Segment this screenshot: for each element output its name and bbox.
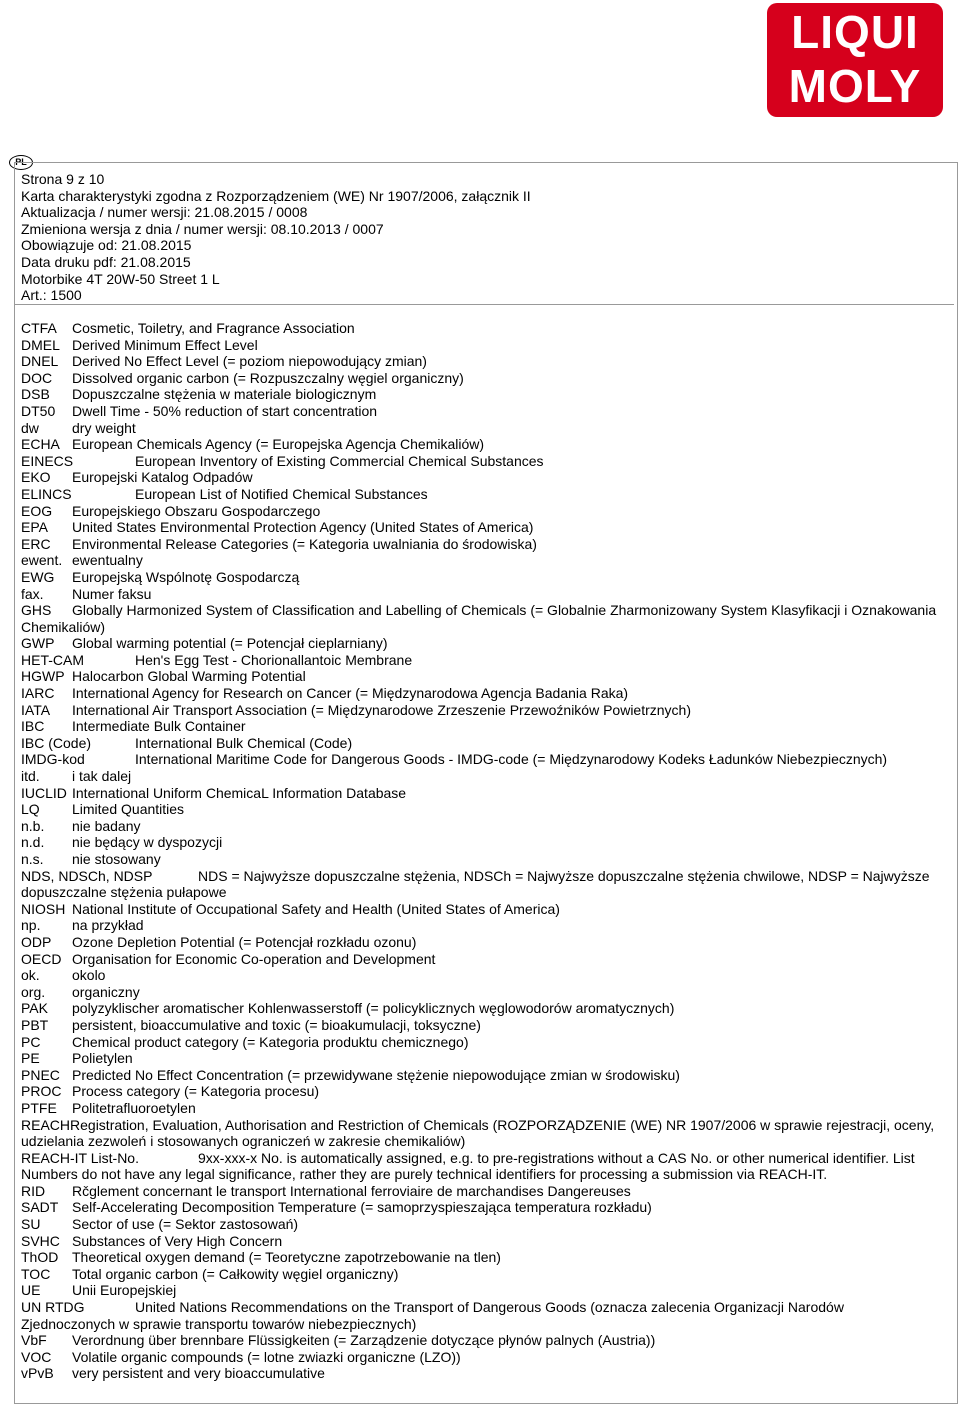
language-badge: PL (9, 155, 33, 170)
abbreviation-term: VbF (21, 1332, 47, 1349)
abbreviation-term: vPvB (21, 1365, 54, 1382)
abbreviation-definition: European List of Notified Chemical Substances (135, 485, 428, 502)
abbreviation-row (21, 834, 939, 851)
abbreviation-definition: Verordnung über brennbare Flüssigkeiten (= Zarządzenie dotyczące płynów palnych (Austria)) (72, 1332, 656, 1349)
abbreviation-definition: 9xx-xxx-x No. is automatically assigned, e.g. to pre-registrations without a CAS No. or other numerical identifier. List Numbers do not have any legal significance, rather they are purely technical identifiers for processing a submission via REACH-IT. (21, 1149, 915, 1183)
abbreviation-term: n.b. (21, 817, 45, 834)
abbreviation-definition: International Air Transport Association (= Międzynarodowe Zrzeszenie Przewoźników Powietrznych) (72, 701, 692, 718)
abbreviation-term: fax. (21, 585, 44, 602)
abbreviation-term: LQ (21, 801, 40, 818)
abbreviation-row (21, 1067, 939, 1084)
abbreviation-definition: polyzyklischer aromatischer Kohlenwasserstoff (= policyklicznych węglowodorów aromatycznych) (72, 1000, 675, 1017)
abbreviation-term: DMEL (21, 336, 60, 353)
abbreviation-term: IMDG-kod (21, 751, 85, 768)
abbreviation-term: SVHC (21, 1232, 60, 1249)
abbreviation-term: REACH-IT List-No. (21, 1149, 139, 1166)
abbreviation-term: IATA (21, 701, 51, 718)
abbreviation-term: UE (21, 1282, 41, 1299)
abbreviation-definition: Dissolved organic carbon (= Rozpuszczalny węgiel organiczny) (72, 369, 464, 386)
abbreviation-row (21, 403, 939, 420)
abbreviation-definition: International Bulk Chemical (Code) (135, 734, 353, 751)
abbreviation-term: EINECS (21, 452, 74, 469)
abbreviation-term: IARC (21, 685, 55, 702)
abbreviation-definition: Substances of Very High Concern (72, 1232, 283, 1249)
abbreviation-row (21, 818, 939, 835)
abbreviation-row (21, 768, 939, 785)
abbreviation-term: ThOD (21, 1249, 59, 1266)
abbreviation-term: ECHA (21, 436, 60, 453)
abbreviation-term: EPA (21, 519, 48, 536)
abbreviation-definition: Europejskiego Obszaru Gospodarczego (72, 502, 321, 519)
abbreviation-row (21, 386, 939, 403)
abbreviation-definition: Self-Accelerating Decomposition Temperature (= samoprzyspieszająca temperatura rozkładu) (72, 1199, 652, 1216)
abbreviation-definition: Ozone Depletion Potential (= Potencjał rozkładu ozonu) (72, 933, 417, 950)
abbreviation-definition: International Uniform ChemicaL Information Database (72, 784, 407, 801)
abbreviation-definition: National Institute of Occupational Safety and Health (United States of America) (72, 900, 560, 917)
abbreviation-row (21, 1017, 939, 1034)
abbreviation-term: DT50 (21, 402, 56, 419)
abbreviation-definition: Chemical product category (= Kategoria produktu chemicznego) (72, 1033, 469, 1050)
abbreviation-term: DSB (21, 386, 50, 403)
header-line: Strona 9 z 10 (21, 171, 105, 187)
abbreviation-definition: NDS = Najwyższe dopuszczalne stężenia, NDSCh = Najwyższe dopuszczalne stężenia chwilowe, NDSP = Najwyższe dopuszczalne stężenia pułapowe (21, 867, 930, 901)
abbreviation-definition: Rčglement concernant le transport International ferroviaire de marchandises Dangereuses (72, 1182, 631, 1199)
abbreviation-row (21, 1233, 939, 1250)
abbreviation-term: EWG (21, 568, 55, 585)
abbreviation-term: ERC (21, 535, 51, 552)
abbreviation-term: IBC (Code) (21, 734, 92, 751)
abbreviation-term: PBT (21, 1016, 49, 1033)
abbreviation-definition: International Agency for Research on Cancer (= Międzynarodowa Agencja Badania Raka) (72, 685, 629, 702)
liqui-moly-logo (767, 3, 943, 117)
header-line: Aktualizacja / numer wersji: 21.08.2015 / 0008 (21, 204, 308, 221)
abbreviation-row (21, 1150, 939, 1183)
abbreviation-term: IUCLID (21, 784, 67, 801)
abbreviation-term: HET-CAM (21, 651, 84, 668)
abbreviation-row (21, 668, 939, 685)
abbreviation-definition: Sector of use (= Sektor zastosowań) (72, 1216, 299, 1233)
abbreviation-definition: okolo (72, 967, 106, 984)
abbreviation-row (21, 536, 939, 553)
abbreviation-row (21, 1349, 939, 1366)
abbreviation-list (21, 320, 939, 1382)
abbreviation-term: PE (21, 1050, 40, 1067)
abbreviation-definition: Europejską Wspólnotę Gospodarczą (72, 568, 300, 585)
abbreviation-definition: Derived Minimum Effect Level (72, 336, 258, 353)
abbreviation-definition: Derived No Effect Level (= poziom niepowodujący zmian) (72, 353, 427, 370)
abbreviation-row (21, 1199, 939, 1216)
abbreviation-definition: Limited Quantities (72, 801, 185, 818)
abbreviation-row (21, 469, 939, 486)
abbreviation-definition: Polietylen (72, 1050, 133, 1067)
abbreviation-term: SADT (21, 1199, 59, 1216)
abbreviation-row (21, 868, 939, 901)
abbreviation-row (21, 486, 939, 503)
abbreviation-definition: Predicted No Effect Concentration (= przewidywane stężenie niepowodujące zmian w środowisku) (72, 1066, 680, 1083)
abbreviation-row (21, 951, 939, 968)
header-line: Obowiązuje od: 21.08.2015 (21, 237, 192, 254)
abbreviation-term: dw (21, 419, 39, 436)
abbreviation-term: UN RTDG (21, 1299, 85, 1316)
abbreviation-term: PTFE (21, 1099, 57, 1116)
abbreviation-definition: European Inventory of Existing Commercial Chemical Substances (135, 452, 544, 469)
abbreviation-definition: Numer faksu (72, 585, 152, 602)
abbreviation-term: CTFA (21, 320, 57, 336)
abbreviation-definition: organiczny (72, 983, 140, 1000)
abbreviation-definition: United States Environmental Protection Agency (United States of America) (72, 519, 534, 536)
abbreviation-row (21, 436, 939, 453)
abbreviation-term: ELINCS (21, 485, 72, 502)
abbreviation-row (21, 453, 939, 470)
abbreviation-definition: Politetrafluoroetylen (72, 1099, 196, 1116)
document-header (21, 171, 941, 304)
abbreviation-term: itd. (21, 768, 40, 785)
abbreviation-definition: nie badany (72, 817, 141, 834)
abbreviation-definition: nie stosowany (72, 851, 161, 867)
abbreviation-row (21, 735, 939, 752)
abbreviation-row (21, 1216, 939, 1233)
abbreviation-definition: European Chemicals Agency (= Europejska Agencja Chemikaliów) (72, 436, 485, 453)
abbreviation-row (21, 1299, 939, 1332)
abbreviation-term: NIOSH (21, 900, 66, 917)
abbreviation-row (21, 934, 939, 951)
abbreviation-term: EOG (21, 502, 53, 519)
abbreviation-row (21, 851, 939, 868)
abbreviation-term: RID (21, 1182, 46, 1199)
abbreviation-term: ODP (21, 933, 52, 950)
abbreviation-term: PAK (21, 1000, 48, 1017)
abbreviation-definition: Volatile organic compounds (= lotne zwiazki organiczne (LZO)) (72, 1348, 461, 1365)
abbreviation-term: n.d. (21, 834, 45, 851)
abbreviation-row (21, 1117, 939, 1150)
abbreviation-term: NDS, NDSCh, NDSP (21, 867, 153, 884)
abbreviation-definition: Process category (= Kategoria procesu) (72, 1083, 320, 1100)
abbreviation-term: REACH (21, 1116, 71, 1133)
abbreviation-term: np. (21, 917, 41, 934)
logo-line-1: LIQUI (791, 6, 919, 58)
abbreviation-row (21, 984, 939, 1001)
abbreviation-row (21, 370, 939, 387)
abbreviation-row (21, 503, 939, 520)
abbreviation-row (21, 552, 939, 569)
header-separator (14, 304, 954, 305)
abbreviation-row (21, 1266, 939, 1283)
abbreviation-definition: Hen's Egg Test - Chorionallantoic Membrane (135, 651, 413, 668)
abbreviation-row (21, 602, 939, 635)
abbreviation-term: GHS (21, 602, 52, 619)
abbreviation-row (21, 1249, 939, 1266)
abbreviation-definition: ewentualny (72, 552, 143, 569)
abbreviation-term: PC (21, 1033, 41, 1050)
abbreviation-term: GWP (21, 635, 55, 652)
header-line: Zmieniona wersja z dnia / numer wersji: 08.10.2013 / 0007 (21, 220, 384, 237)
header-line: Motorbike 4T 20W-50 Street 1 L (21, 270, 220, 287)
abbreviation-row (21, 785, 939, 802)
abbreviation-definition: very persistent and very bioaccumulative (72, 1365, 325, 1382)
abbreviation-term: SU (21, 1216, 41, 1233)
abbreviation-row (21, 1050, 939, 1067)
abbreviation-row (21, 702, 939, 719)
abbreviation-row (21, 353, 939, 370)
abbreviation-row (21, 718, 939, 735)
abbreviation-row (21, 635, 939, 652)
abbreviation-row (21, 420, 939, 437)
abbreviation-term: PNEC (21, 1066, 60, 1083)
abbreviation-definition: Unii Europejskiej (72, 1282, 177, 1299)
abbreviation-term: OECD (21, 950, 62, 967)
abbreviation-term: DNEL (21, 353, 59, 370)
abbreviation-row (21, 1183, 939, 1200)
abbreviation-definition: Registration, Evaluation, Authorisation and Restriction of Chemicals (ROZPORZĄDZENIE (WE) NR 1907/2006 w sprawie rejestracji, oceny, udzielania zezwoleń i stosowanych ograniczeń w zakresie chemikaliów) (21, 1116, 935, 1150)
abbreviation-term: VOC (21, 1348, 52, 1365)
abbreviation-definition: Global warming potential (= Potencjał cieplarniany) (72, 635, 388, 652)
abbreviation-row (21, 801, 939, 818)
abbreviation-row (21, 1332, 939, 1349)
abbreviation-row (21, 967, 939, 984)
abbreviation-row (21, 901, 939, 918)
abbreviation-term: PROC (21, 1083, 62, 1100)
abbreviation-row (21, 1083, 939, 1100)
abbreviation-definition: Globally Harmonized System of Classification and Labelling of Chemicals (= Globalnie Zharmonizowany System Klasyfikacji i Oznakowania Chemikaliów) (21, 602, 937, 635)
abbreviation-row (21, 1365, 939, 1382)
abbreviation-term: TOC (21, 1265, 51, 1282)
abbreviation-term: n.s. (21, 851, 44, 867)
header-line: Data druku pdf: 21.08.2015 (21, 253, 191, 270)
abbreviation-term: IBC (21, 718, 45, 735)
header-line: Art.: 1500 (21, 287, 82, 304)
abbreviation-definition: Halocarbon Global Warming Potential (72, 668, 306, 685)
abbreviation-definition: Total organic carbon (= Całkowity węgiel organiczny) (72, 1265, 399, 1282)
abbreviation-definition: Organisation for Economic Co-operation and Development (72, 950, 436, 967)
abbreviation-definition: Intermediate Bulk Container (72, 718, 246, 735)
abbreviation-row (21, 751, 939, 768)
abbreviation-term: ok. (21, 967, 40, 984)
abbreviation-definition: Dwell Time - 50% reduction of start concentration (72, 402, 378, 419)
abbreviation-row (21, 917, 939, 934)
abbreviation-definition: i tak dalej (72, 768, 132, 785)
abbreviation-row (21, 652, 939, 669)
abbreviation-definition: Theoretical oxygen demand (= Teoretyczne zapotrzebowanie na tlen) (72, 1249, 501, 1266)
abbreviation-row (21, 586, 939, 603)
abbreviation-definition: Environmental Release Categories (= Kategoria uwalniania do środowiska) (72, 535, 537, 552)
abbreviation-term: DOC (21, 369, 53, 386)
header-line: Karta charakterystyki zgodna z Rozporządzeniem (WE) Nr 1907/2006, załącznik II (21, 187, 531, 204)
abbreviation-definition: na przykład (72, 917, 144, 934)
abbreviation-row (21, 1034, 939, 1051)
abbreviation-term: EKO (21, 469, 51, 486)
abbreviation-definition: persistent, bioaccumulative and toxic (= bioakumulacji, toksyczne) (72, 1016, 481, 1033)
abbreviation-row (21, 569, 939, 586)
abbreviation-row (21, 519, 939, 536)
abbreviation-row (21, 337, 939, 354)
abbreviation-definition: dry weight (72, 419, 136, 436)
abbreviation-definition: International Maritime Code for Dangerous Goods - IMDG-code (= Międzynarodowy Kodeks Ładunków Niebezpiecznych) (135, 751, 888, 768)
abbreviation-term: HGWP (21, 668, 65, 685)
abbreviation-term: org. (21, 983, 46, 1000)
abbreviation-definition: Europejski Katalog Odpadów (72, 469, 253, 486)
abbreviation-definition: United Nations Recommendations on the Transport of Dangerous Goods (oznacza zalecenia Organizacji Narodów Zjednoczonych w sprawie transportu towarów niebezpiecznych) (21, 1299, 844, 1332)
abbreviation-definition: Cosmetic, Toiletry, and Fragrance Association (72, 320, 355, 336)
abbreviation-definition: Dopuszczalne stężenia w materiale biologicznym (72, 386, 377, 403)
abbreviation-row (21, 1000, 939, 1017)
logo-line-2: MOLY (788, 60, 922, 112)
abbreviation-row (21, 320, 939, 337)
abbreviation-row (21, 1282, 939, 1299)
abbreviation-definition: nie będący w dyspozycji (72, 834, 223, 851)
abbreviation-row (21, 1100, 939, 1117)
abbreviation-row (21, 685, 939, 702)
abbreviation-term: ewent. (21, 552, 63, 569)
